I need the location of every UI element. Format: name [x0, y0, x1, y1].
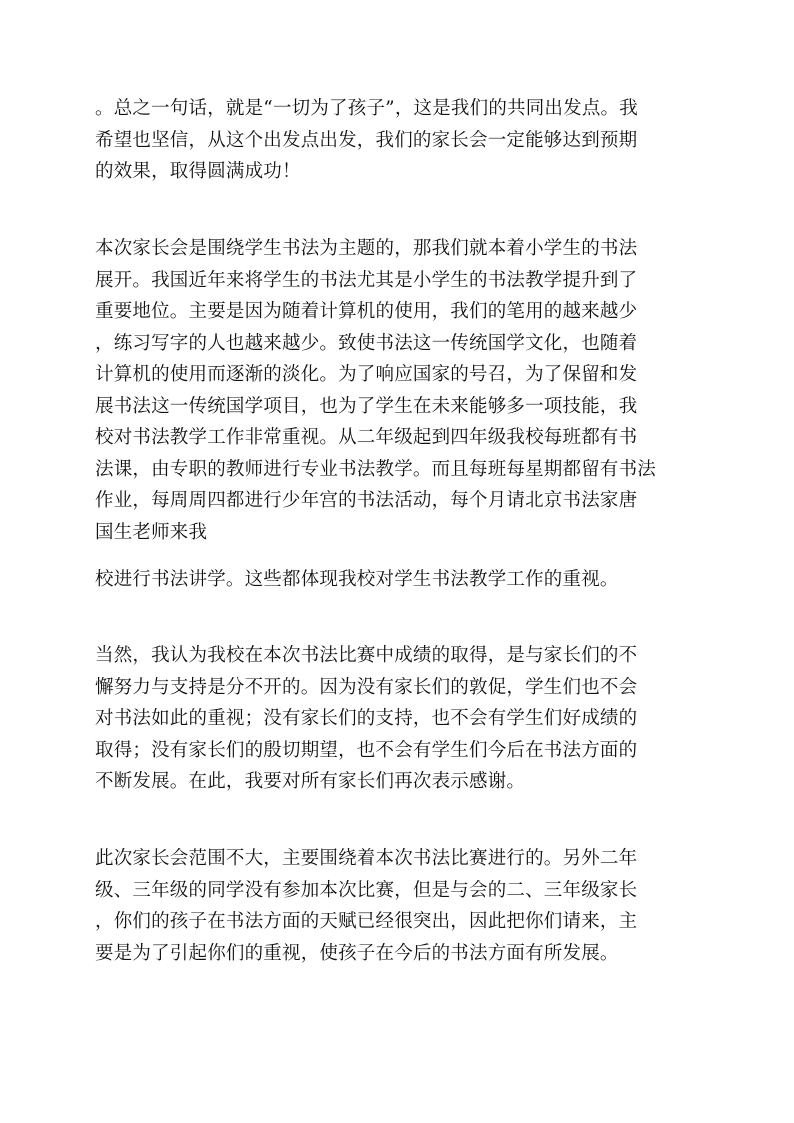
paragraph-4: 当然，我认为我校在本次书法比赛中成绩的取得，是与家长们的不 懈努力与支持是分不开的。因为没有家长们的敦促，学生们也不会 对书法如此的重视；没有家长们的支持，也不会有学生们好成绩的 取得；没有家长们的殷切期望，也不会有学生们今后在书法方面的 不断发展。在此，我要对所有家长们再次表示感谢。: [95, 645, 638, 792]
paragraph-3: 校进行书法讲学。这些都体现我校对学生书法教学工作的重视。: [95, 569, 619, 590]
paragraph-1: 。总之一句话，就是“一切为了孩子”，这是我们的共同出发点。我 希望也坚信，从这个出发点出发，我们的家长会一定能够达到预期 的效果，取得圆满成功！: [95, 98, 638, 182]
paragraph-5: 此次家长会范围不大，主要围绕着本次书法比赛进行的。另外二年 级、三年级的同学没有参加本次比赛，但是与会的二、三年级家长 ，你们的孩子在书法方面的天赋已经很突出，因此把你们请来，主 要是为了引起你们的重视，使孩子在今后的书法方面有所发展。: [95, 848, 638, 964]
paragraph-2: 本次家长会是围绕学生书法为主题的，那我们就本着小学生的书法 展开。我国近年来将学生的书法尤其是小学生的书法教学提升到了 重要地位。主要是因为随着计算机的使用，我们的笔用的越来越少 ，练习写字的人也越来越少。致使书法这一传统国学文化，也随着 计算机的使用而逐渐的淡化。为了响应国家的号召，为了保留和发 展书法这一传统国学项目，也为了学生在未来能够多一项技能，我 校对书法教学工作非常重视。从二年级起到四年级我校每班都有书 法课，由专职的教师进行专业书法教学。而且每班每星期都留有书法 作业，每周周四都进行少年宫的书法活动，每个月请北京书法家唐 国生老师来我: [95, 238, 657, 543]
